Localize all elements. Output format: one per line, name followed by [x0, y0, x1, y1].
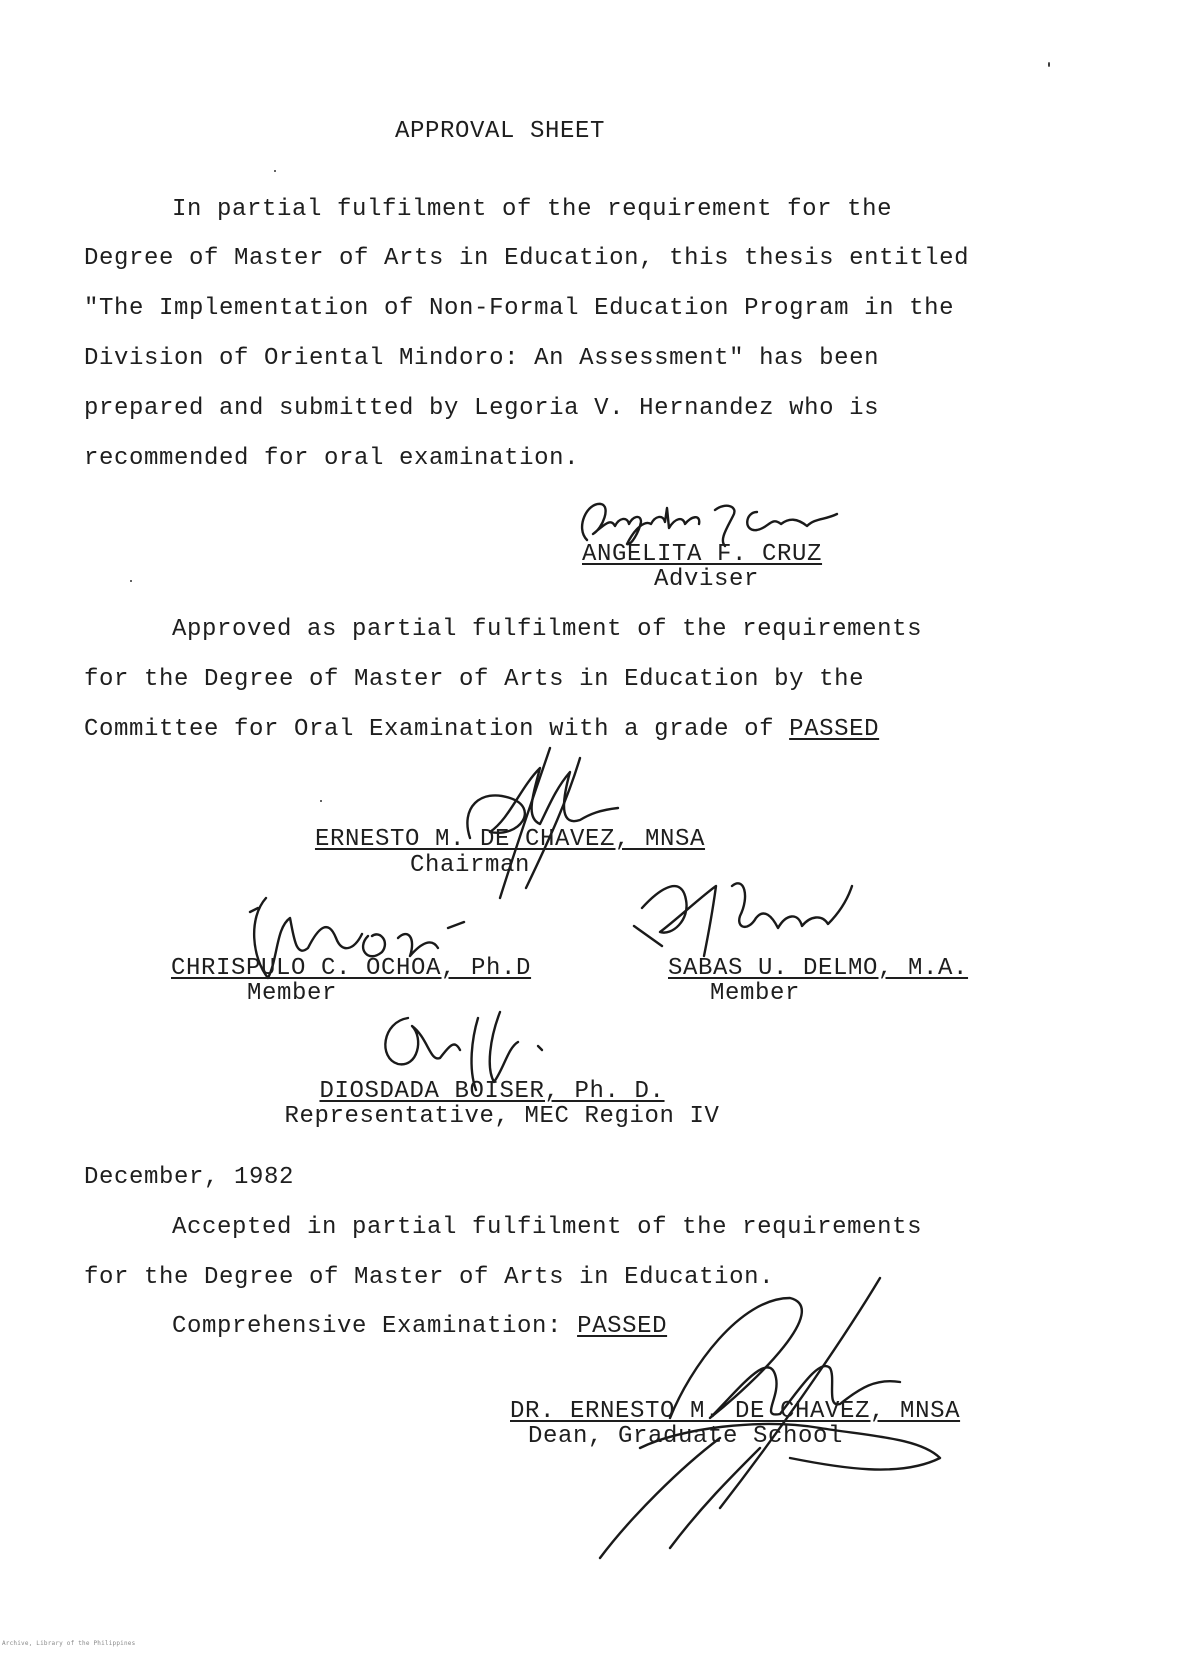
footer-note: Archive, Library of the Philippines: [2, 1640, 136, 1647]
chairman-role: Chairman: [409, 852, 531, 879]
adviser-name: ANGELITA F. CRUZ: [582, 541, 823, 568]
scan-speck: [320, 800, 322, 802]
oral-exam-grade: PASSED: [789, 716, 880, 743]
adviser-role: Adviser: [654, 566, 760, 593]
dean-name: DR. ERNESTO M. DE CHAVEZ, MNSA: [510, 1398, 961, 1425]
paragraph-1-line-5: prepared and submitted by Legoria V. Hernandez who is: [84, 395, 880, 422]
paragraph-3-line-1: Accepted in partial fulfilment of the requirements: [172, 1214, 923, 1241]
member-2-name: SABAS U. DELMO, M.A.: [668, 955, 969, 982]
paragraph-1-line-4: Division of Oriental Mindoro: An Assessment" has been: [84, 345, 880, 372]
representative-role: Representative, MEC Region IV: [284, 1103, 720, 1130]
paragraph-2-line-2: for the Degree of Master of Arts in Education by the: [84, 666, 865, 693]
comprehensive-result: PASSED: [577, 1313, 668, 1340]
member-1-role: Member: [246, 980, 338, 1007]
member-1-name: CHRISPULO C. OCHOA, Ph.D: [171, 955, 532, 982]
comprehensive-label: Comprehensive Examination:: [172, 1313, 578, 1340]
scan-speck: [274, 170, 276, 172]
paragraph-1-line-1: In partial fulfilment of the requirement for the: [172, 196, 893, 223]
paragraph-3-line-2: for the Degree of Master of Arts in Education.: [84, 1264, 775, 1291]
paragraph-1-line-2: Degree of Master of Arts in Education, this thesis entitled: [84, 245, 970, 272]
date: December, 1982: [84, 1164, 295, 1191]
scan-speck: [1048, 62, 1050, 67]
dean-role: Dean, Graduate School: [528, 1423, 844, 1450]
chairman-name: ERNESTO M. DE CHAVEZ, MNSA: [314, 826, 706, 853]
paragraph-1-line-6: recommended for oral examination.: [84, 445, 580, 472]
document-title: APPROVAL SHEET: [395, 118, 606, 145]
member-2-role: Member: [709, 980, 801, 1007]
paragraph-2-line-3-text: Committee for Oral Examination with a grade of: [84, 716, 790, 743]
representative-name: DIOSDADA BOISER, Ph. D.: [319, 1078, 665, 1105]
scan-speck: [130, 580, 132, 582]
paragraph-2-line-1: Approved as partial fulfilment of the requirements: [172, 616, 923, 643]
member-2-signature: [632, 856, 872, 966]
paragraph-1-line-3: "The Implementation of Non-Formal Education Program in the: [84, 295, 955, 322]
